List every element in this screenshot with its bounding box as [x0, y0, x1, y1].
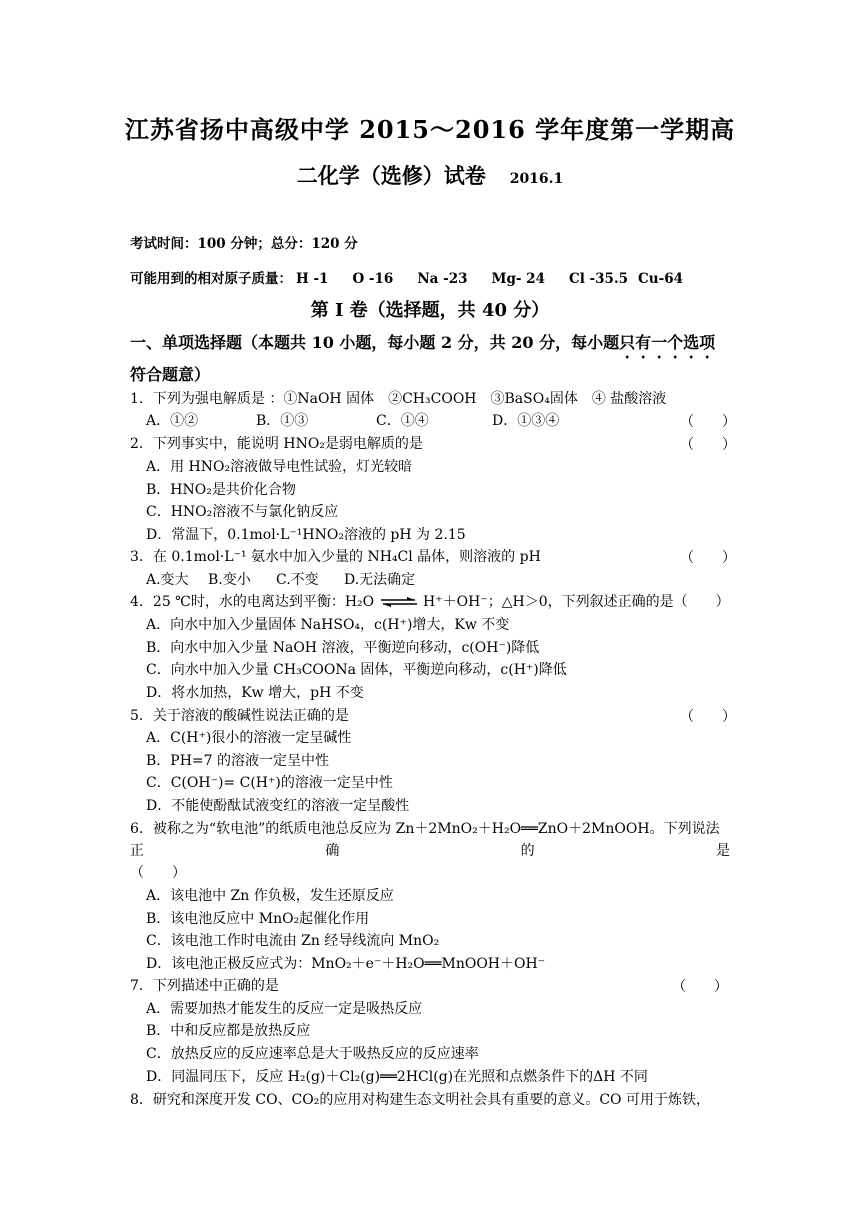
q6-stem-line1: 6．被称之为“软电池”的纸质电池总反应为 Zn＋2MnO₂＋H₂O══ZnO＋2MnOOH。下列说法	[130, 821, 720, 837]
q6-stem-char-2: 确	[325, 843, 340, 859]
atomic-mass-h: H -1	[296, 271, 329, 287]
atomic-mass-label: 可能用到的相对原子质量：	[130, 271, 292, 287]
q7-option-c: C．放热反应的反应速率总是大于吸热反应的反应速率	[146, 1046, 479, 1062]
q4-option-c: C．向水中加入少量 CH₃COONa 固体，平衡逆向移动，c(H⁺)降低	[146, 662, 567, 678]
q4-stem-start: 4．25 ℃时，水的电离达到平衡：H₂O	[130, 594, 375, 610]
atomic-mass-cu: Cu-64	[638, 271, 683, 287]
section-title: 第 I 卷（选择题，共 40 分）	[310, 300, 550, 321]
q8-stem: 8．研究和深度开发 CO、CO₂的应用对构建生态文明社会具有重要的意义。CO 可用于炼铁，	[130, 1092, 710, 1108]
q2-answer-paren: （ ）	[680, 437, 736, 453]
q2-option-d: D．常温下，0.1mol·L⁻¹HNO₂溶液的 pH 为 2.15	[146, 527, 466, 543]
exam-date: 2016.1	[509, 171, 564, 187]
q2-option-c: C．HNO₂溶液不与氯化钠反应	[146, 504, 339, 520]
atomic-mass-o: O -16	[352, 271, 394, 287]
q6-option-c: C．该电池工作时电流由 Zn 经导线流向 MnO₂	[146, 933, 440, 949]
q3-option-a: A.变大	[146, 572, 189, 588]
q6-option-a: A．该电池中 Zn 作负极，发生还原反应	[146, 888, 394, 904]
atomic-mass-mg: Mg- 24	[491, 271, 545, 287]
part1-heading	[130, 330, 730, 388]
q7-option-b: B．中和反应都是放热反应	[146, 1023, 311, 1039]
exam-title-line2	[0, 160, 860, 190]
q6-answer-paren: （ ）	[130, 865, 186, 881]
q2-option-b: B．HNO₂是共价化合物	[146, 482, 296, 498]
q5-stem: 5．关于溶液的酸碱性说法正确的是	[130, 708, 349, 724]
q3-options	[146, 570, 415, 590]
q7-answer-paren: （ ）	[672, 979, 728, 995]
atomic-mass-na: Na -23	[417, 271, 468, 287]
q3-stem: 3．在 0.1mol·L⁻¹ 氨水中加入少量的 NH₄Cl 晶体，则溶液的 pH	[130, 549, 541, 565]
q3-answer-paren: （ ）	[680, 550, 736, 566]
q6-option-d: D．该电池正极反应式为：MnO₂＋e⁻＋H₂O══MnOOH＋OH⁻	[146, 956, 546, 972]
q1-stem: 1．下列为强电解质是 ：①NaOH 固体 ②CH₃COOH ③BaSO₄固体 ④ 盐酸溶液	[130, 391, 667, 407]
q5-answer-paren: （ ）	[680, 709, 736, 725]
atomic-mass-line	[130, 267, 707, 287]
q2-stem: 2．下列事实中，能说明 HNO₂是弱电解质的是	[130, 436, 423, 452]
q4-option-b: B．向水中加入少量 NaOH 溶液，平衡逆向移动，c(OH⁻)降低	[146, 640, 540, 656]
equilibrium-arrow-icon	[379, 596, 419, 608]
q6-stem-line2	[130, 841, 730, 861]
exam-title-line1: 江苏省扬中高级中学 2015～2016 学年度第一学期高	[124, 115, 736, 144]
atomic-mass-cl: Cl -35.5	[568, 271, 629, 287]
q1-option-b: B．①③	[256, 413, 309, 429]
q1-options	[146, 411, 559, 431]
q3-option-d: D.无法确定	[344, 572, 416, 588]
q3-option-c: C.不变	[276, 572, 319, 588]
q6-stem-char-1: 正	[130, 843, 144, 859]
q6-option-b: B．该电池反应中 MnO₂起催化作用	[146, 911, 370, 927]
q4-option-d: D．将水加热，Kw 增大，pH 不变	[146, 685, 364, 701]
q1-answer-paren: （ ）	[680, 414, 736, 430]
q6-stem-char-4: 是	[715, 843, 730, 859]
q7-stem: 7．下列描述中正确的是	[130, 978, 279, 994]
part1-heading-end: 符合题意）	[130, 365, 211, 384]
q1-option-c: C．①④	[376, 413, 429, 429]
part1-heading-text: 一、单项选择题（本题共 10 小题，每小题 2 分，共 20 分，每小题	[130, 333, 620, 352]
q7-option-d: D．同温同压下，反应 H₂(g)＋Cl₂(g)══2HCl(g)在光照和点燃条件下的ΔH 不同	[146, 1069, 648, 1085]
q3-option-b: B.变小	[208, 572, 251, 588]
exam-time-total: 考试时间：100 分钟；总分：120 分	[130, 236, 358, 252]
q5-option-d: D．不能使酚酞试液变红的溶液一定呈酸性	[146, 798, 410, 814]
part1-heading-emphasis: 只有一个选项	[619, 333, 716, 352]
q6-stem-char-3: 的	[520, 843, 535, 859]
q4-stem	[130, 592, 730, 612]
q2-option-a: A．用 HNO₂溶液做导电性试验，灯光较暗	[146, 459, 413, 475]
q5-option-a: A．C(H⁺)很小的溶液一定呈碱性	[146, 730, 352, 746]
exam-subtitle: 二化学（选修）试卷	[296, 163, 486, 188]
q4-option-a: A．向水中加入少量固体 NaHSO₄，c(H⁺)增大，Kw 不变	[146, 617, 510, 633]
q5-option-c: C．C(OH⁻)= C(H⁺)的溶液一定呈中性	[146, 775, 393, 791]
q1-option-a: A．①②	[146, 413, 199, 429]
q5-option-b: B．PH=7 的溶液一定呈中性	[146, 753, 330, 769]
q1-option-d: D．①③④	[492, 413, 560, 429]
q4-stem-end: H⁺＋OH⁻；△H＞0，下列叙述正确的是（ ）	[423, 594, 730, 610]
q7-option-a: A．需要加热才能发生的反应一定是吸热反应	[146, 1001, 423, 1017]
